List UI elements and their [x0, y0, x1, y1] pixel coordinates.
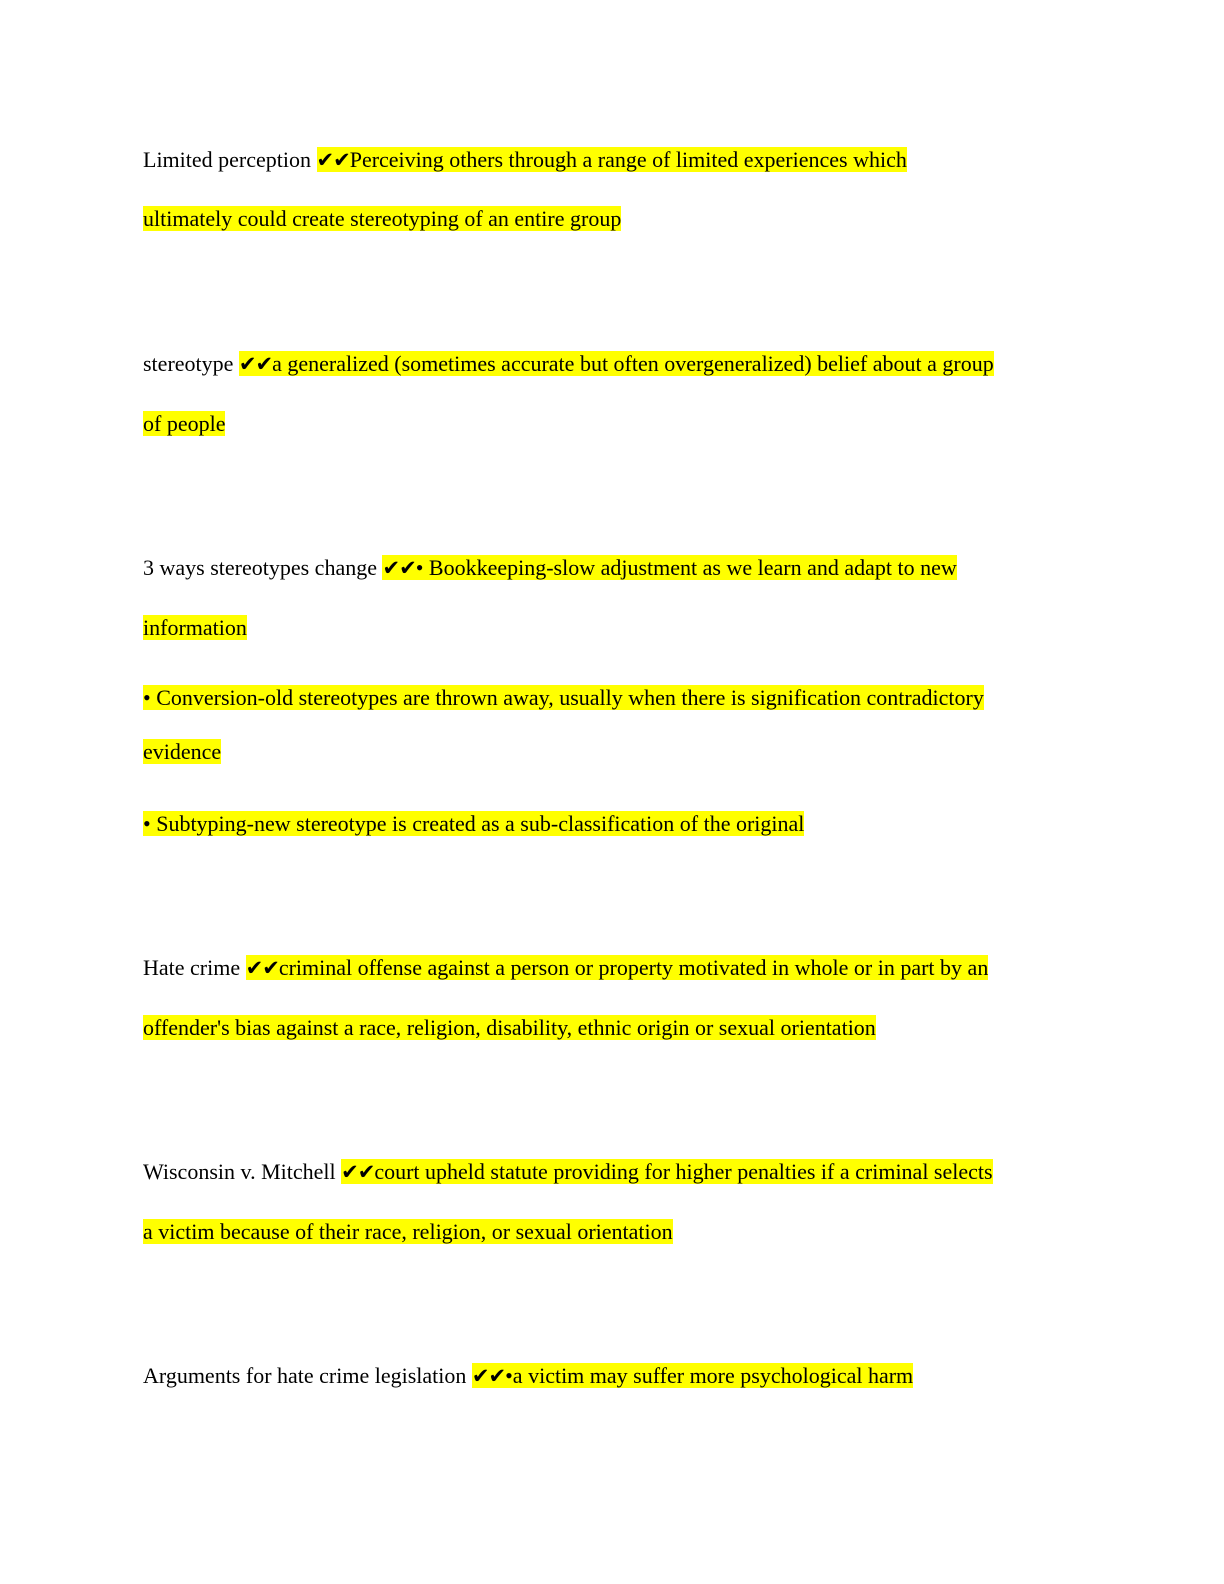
- entry-line: [143, 204, 621, 234]
- entry-line: [143, 145, 907, 175]
- double-check-icon: ✔✔: [245, 956, 279, 980]
- definition-highlight: [472, 1363, 913, 1388]
- definition-text: offender's bias against a race, religion, disability, ethnic origin or sexual orientation: [143, 1015, 876, 1040]
- term: Hate crime: [143, 955, 246, 980]
- entry-line: [143, 737, 221, 767]
- term: Limited perception: [143, 147, 317, 172]
- entry-line: [143, 683, 984, 713]
- definition-text: a victim because of their race, religion, or sexual orientation: [143, 1219, 673, 1244]
- entry-line: [143, 409, 225, 439]
- double-check-icon: ✔✔: [471, 1364, 506, 1388]
- entry-line: [143, 1013, 876, 1043]
- definition-highlight: [239, 351, 994, 376]
- definition-text: a generalized (sometimes accurate but often overgeneralized) belief about a group: [272, 351, 994, 376]
- entry-line: [143, 349, 994, 379]
- definition-text: of people: [143, 411, 226, 436]
- entry-line: [143, 1361, 913, 1391]
- entry-line: [143, 613, 247, 643]
- entry-line: [143, 809, 804, 839]
- definition-text: criminal offense against a person or property motivated in whole or in part by an: [278, 955, 989, 980]
- definition-text: Perceiving others through a range of limited experiences which: [349, 147, 907, 172]
- definition-text: ultimately could create stereotyping of an entire group: [143, 206, 622, 231]
- entry-line: [143, 1217, 673, 1247]
- entry-line: [143, 953, 988, 983]
- double-check-icon: ✔✔: [341, 1160, 375, 1184]
- term: 3 ways stereotypes change: [143, 555, 383, 580]
- bullet-text: • Conversion-old stereotypes are thrown away, usually when there is signification contradictory: [143, 685, 984, 710]
- definition-highlight: [341, 1159, 992, 1184]
- definition-text: •a victim may suffer more psychological harm: [505, 1363, 914, 1388]
- definition-text: court upheld statute providing for higher penalties if a criminal selects: [374, 1159, 993, 1184]
- definition-highlight: [317, 147, 907, 172]
- term: Arguments for hate crime legislation: [143, 1363, 472, 1388]
- definition-text: information: [143, 615, 247, 640]
- definition-highlight: [246, 955, 989, 980]
- term: stereotype: [143, 351, 239, 376]
- bullet-text: • Subtyping-new stereotype is created as a sub-classification of the original: [143, 811, 805, 836]
- definition-text: • Bookkeeping-slow adjustment as we learn and adapt to new: [415, 555, 957, 580]
- entry-line: [143, 553, 957, 583]
- double-check-icon: ✔✔: [382, 556, 416, 580]
- term: Wisconsin v. Mitchell: [143, 1159, 342, 1184]
- entry-line: [143, 1157, 993, 1187]
- bullet-text: evidence: [143, 739, 222, 764]
- definition-highlight: [382, 555, 956, 580]
- double-check-icon: ✔✔: [238, 352, 273, 376]
- double-check-icon: ✔✔: [316, 148, 350, 172]
